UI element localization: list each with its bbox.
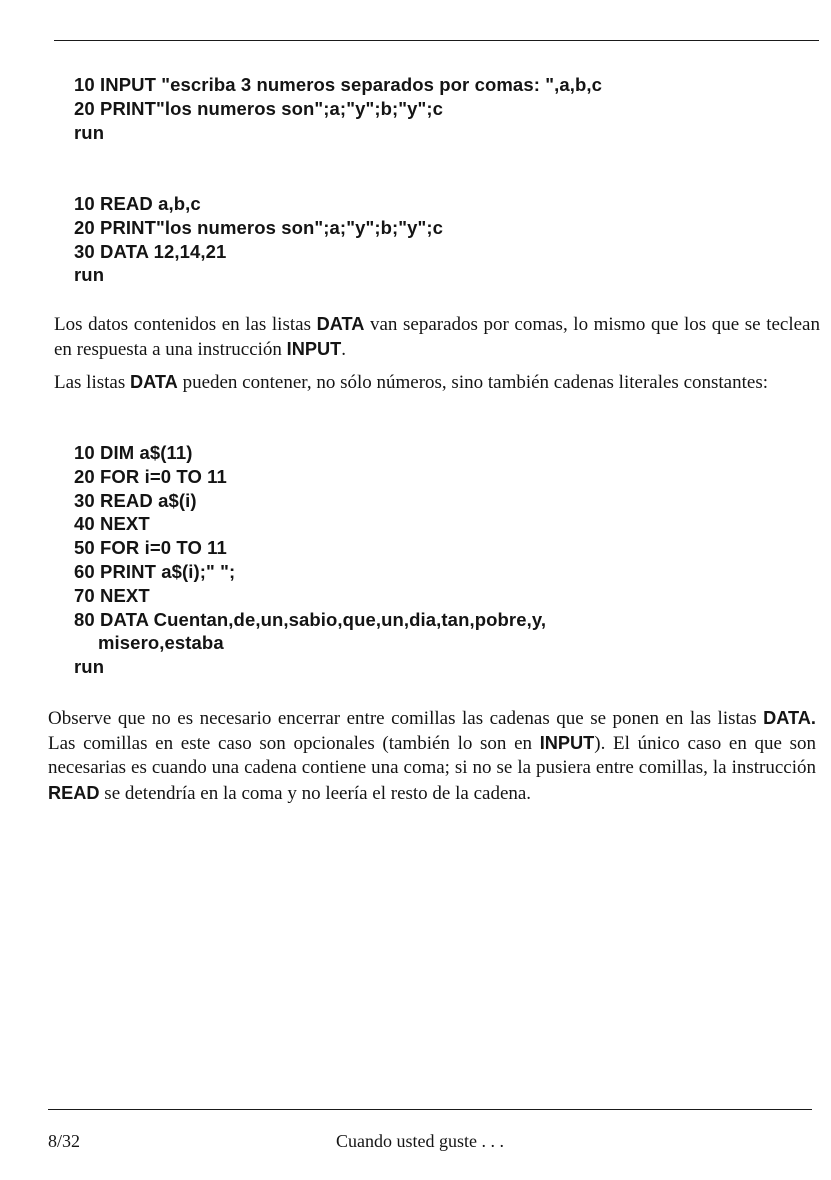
code-line: 10 DIM a$(11) xyxy=(74,442,193,463)
text-run: van separados por comas, lo mismo que los que se teclean en respuesta a una instrucción xyxy=(54,314,820,361)
keyword: DATA. xyxy=(763,708,816,728)
code-line: 10 INPUT "escriba 3 numeros separados por comas: ",a,b,c xyxy=(74,74,602,95)
keyword: READ xyxy=(48,782,100,803)
keyword: INPUT xyxy=(286,339,342,360)
code-line: 80 DATA Cuentan,de,un,sabio,que,un,dia,tan,pobre,y, xyxy=(74,608,547,630)
code-block-read xyxy=(74,192,443,287)
code-line: 30 DATA 12,14,21 xyxy=(74,240,227,262)
keyword: DATA xyxy=(130,372,178,392)
text-run: se detendría en la coma y no leería el resto de la cadena. xyxy=(99,782,532,804)
paragraph-string-lists xyxy=(54,370,820,395)
code-line: 20 PRINT"los numeros son";a;"y";b;"y";c xyxy=(74,216,444,238)
code-line: run xyxy=(74,121,105,143)
code-line: 10 READ a,b,c xyxy=(74,193,201,214)
paragraph-quotes-note xyxy=(48,706,816,806)
code-block-input xyxy=(74,73,602,144)
keyword: INPUT xyxy=(539,733,595,754)
code-block-strings xyxy=(74,441,546,679)
code-line: misero,estaba xyxy=(98,632,224,654)
code-line: 30 READ a$(i) xyxy=(74,489,197,511)
text-run: Observe que no es necesario encerrar entre comillas las cadenas que se ponen en las listas xyxy=(48,708,764,729)
code-line: run xyxy=(74,656,105,678)
text-run: . xyxy=(341,339,346,361)
code-line: 20 FOR i=0 TO 11 xyxy=(74,465,227,487)
bottom-rule xyxy=(48,1109,812,1110)
code-line: 40 NEXT xyxy=(74,513,150,535)
code-line: run xyxy=(74,264,105,286)
code-line: 50 FOR i=0 TO 11 xyxy=(74,537,227,559)
top-rule xyxy=(54,40,819,41)
text-run: Las comillas en este caso son opcionales (también lo son en xyxy=(48,733,540,755)
paragraph-data-lists xyxy=(54,312,820,362)
text-run: ). El único caso en que son necesarias es cuando una cadena contiene una coma; si no se la pusiera entre comillas, la instrucción xyxy=(48,733,816,779)
code-line: 70 NEXT xyxy=(74,584,150,606)
text-run: Los datos contenidos en las listas xyxy=(54,314,317,335)
code-line: 20 PRINT"los numeros son";a;"y";b;"y";c xyxy=(74,97,444,119)
text-run: pueden contener, no sólo números, sino también cadenas literales constantes: xyxy=(177,372,768,393)
keyword: DATA xyxy=(316,314,365,334)
running-title: Cuando usted guste . . . xyxy=(336,1131,504,1151)
text-run: Las listas xyxy=(54,372,130,393)
code-line: 60 PRINT a$(i);" "; xyxy=(74,560,236,582)
page-number: 8/32 xyxy=(48,1131,81,1151)
